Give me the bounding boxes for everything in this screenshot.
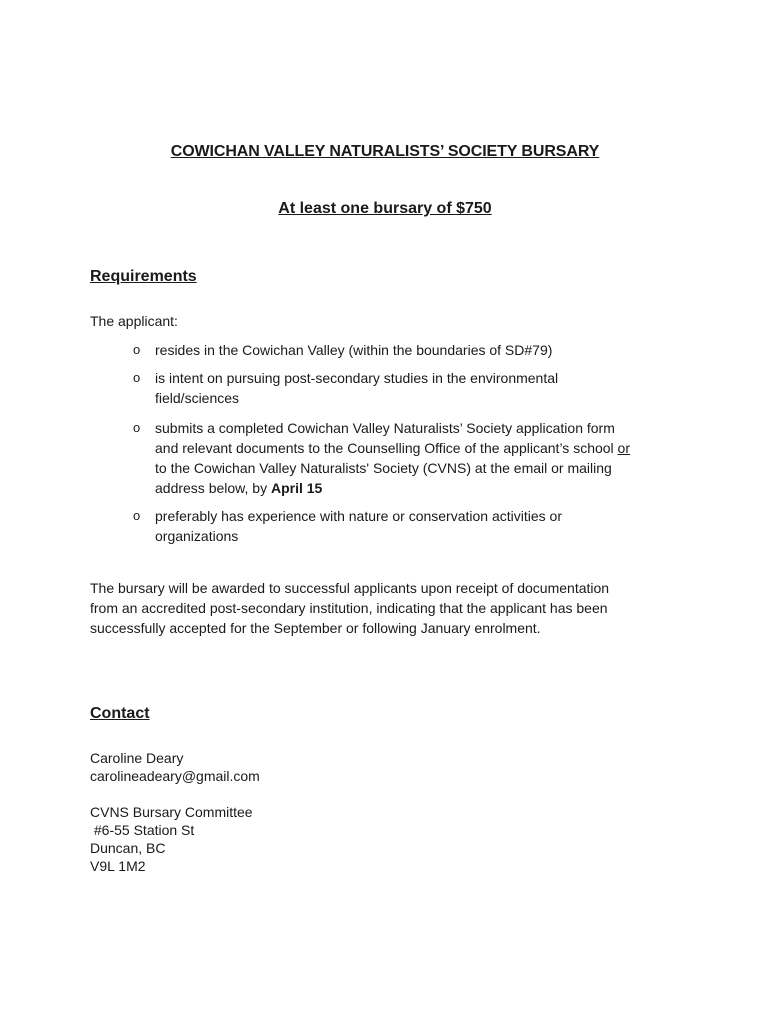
requirement-text: preferably has experience with nature or conservation activities or — [155, 508, 562, 524]
address-street: #6-55 Station St — [90, 822, 195, 838]
address-city: Duncan, BC — [90, 840, 166, 856]
underlined-or: or — [617, 440, 630, 456]
bullet-marker: o — [133, 342, 141, 357]
applicant-intro: The applicant: — [90, 313, 178, 329]
requirement-text-segment: and relevant documents to the Counselling Office of the applicant’s school — [155, 440, 618, 456]
address-postal-code: V9L 1M2 — [90, 858, 146, 874]
paragraph-line: successfully accepted for the September or following January enrolment. — [90, 620, 541, 636]
deadline-date: April 15 — [270, 480, 323, 496]
requirement-text: is intent on pursuing post-secondary studies in the environmental — [155, 370, 559, 386]
requirement-text-segment: address below, by — [155, 480, 271, 496]
requirement-text: submits a completed Cowichan Valley Naturalists’ Society application form — [155, 420, 615, 436]
award-paragraph — [90, 578, 670, 638]
contact-name: Caroline Deary — [90, 750, 184, 766]
bullet-marker: o — [133, 508, 141, 523]
requirement-text — [155, 478, 675, 498]
bursary-amount-subtitle: At least one bursary of $750 — [278, 200, 492, 217]
paragraph-line: from an accredited post-secondary institution, indicating that the applicant has been — [90, 600, 608, 616]
requirements-heading: Requirements — [90, 268, 197, 285]
document-title: COWICHAN VALLEY NATURALISTS’ SOCIETY BURSARY — [170, 143, 600, 160]
bullet-marker: o — [133, 370, 141, 385]
contact-heading: Contact — [90, 705, 150, 722]
bullet-marker: o — [133, 420, 141, 435]
requirement-text — [155, 438, 675, 458]
contact-email: carolineadeary@gmail.com — [90, 768, 260, 784]
committee-name: CVNS Bursary Committee — [90, 804, 253, 820]
requirement-text: to the Cowichan Valley Naturalists' Society (CVNS) at the email or mailing — [155, 460, 612, 476]
requirement-text: resides in the Cowichan Valley (within the boundaries of SD#79) — [155, 342, 553, 358]
requirement-text: organizations — [155, 528, 239, 544]
paragraph-line: The bursary will be awarded to successful applicants upon receipt of documentation — [90, 580, 610, 596]
requirement-text: field/sciences — [155, 390, 240, 406]
